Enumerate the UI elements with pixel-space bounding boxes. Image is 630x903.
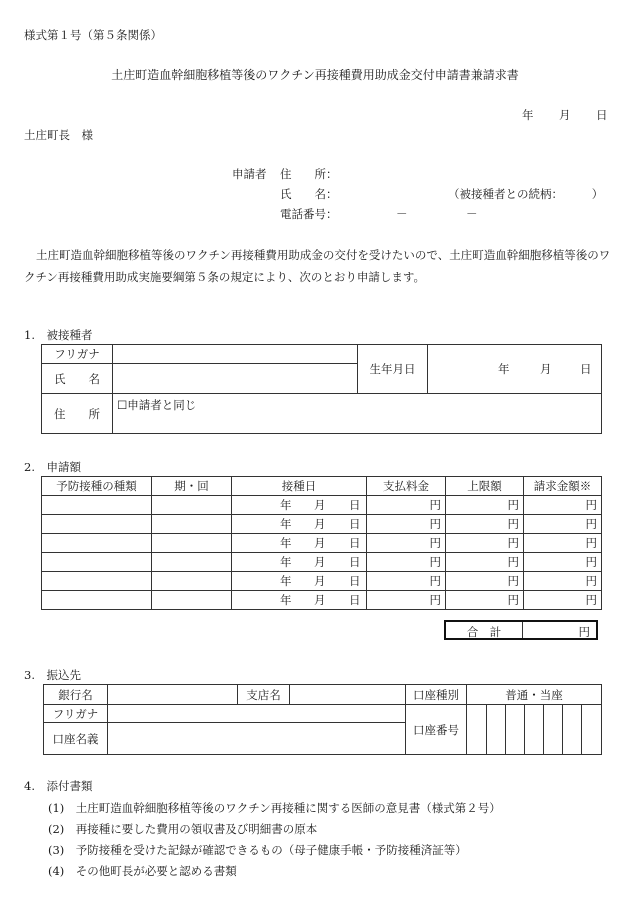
account-holder-field[interactable] [108, 723, 406, 755]
row-year: 年 [280, 536, 292, 550]
addressee: 土庄町長 様 [24, 128, 93, 142]
vaccine-type-cell[interactable] [42, 534, 152, 553]
form-number: 様式第１号（第５条関係） [24, 28, 162, 42]
header-request: 請求金額※ [524, 477, 602, 496]
bank-furigana-label: フリガナ [44, 705, 108, 723]
header-date: 接種日 [232, 477, 367, 496]
date-year: 年 [522, 108, 534, 122]
period-cell[interactable] [152, 515, 232, 534]
period-cell[interactable] [152, 534, 232, 553]
row-year: 年 [280, 517, 292, 531]
date-cell[interactable] [232, 553, 367, 572]
period-cell[interactable] [152, 496, 232, 515]
recipient-table [41, 344, 602, 434]
recipient-address-field[interactable] [113, 394, 602, 434]
attachment-item: (1) 土庄町造血幹細胞移植等後のワクチン再接種に関する医師の意見書（様式第２号） [48, 801, 501, 815]
relation-label: （被接種者との続柄： ） [448, 187, 604, 201]
account-digit[interactable] [487, 705, 506, 755]
recipient-name-field[interactable] [113, 364, 358, 394]
document-title: 土庄町造血幹細胞移植等後のワクチン再接種費用助成金交付申請書兼請求書 [111, 68, 519, 82]
amount-row [42, 572, 602, 591]
account-holder-label: 口座名義 [44, 723, 108, 755]
limit-cell[interactable]: 円 [446, 572, 524, 591]
applicant-address-label: 住 所： [280, 167, 338, 181]
header-vaccine-type: 予防接種の種類 [42, 477, 152, 496]
birthdate-label: 生年月日 [358, 345, 428, 394]
request-cell[interactable]: 円 [524, 534, 602, 553]
section2-title: 2. 申請額 [24, 460, 81, 474]
same-as-applicant-checkbox[interactable]: ☐申請者と同じ [117, 398, 197, 412]
date-cell[interactable] [232, 572, 367, 591]
row-day: 日 [349, 593, 361, 607]
section3-title: 3. 振込先 [24, 668, 81, 682]
amount-row [42, 553, 602, 572]
amount-row [42, 496, 602, 515]
section1-title: 1. 被接種者 [24, 328, 93, 342]
bank-name-label: 銀行名 [44, 685, 108, 705]
date-day: 日 [596, 108, 608, 122]
request-cell[interactable]: 円 [524, 591, 602, 610]
vaccine-type-cell[interactable] [42, 572, 152, 591]
birth-month: 月 [540, 362, 552, 376]
recipient-furigana-field[interactable] [113, 345, 358, 364]
account-type-label: 口座種別 [406, 685, 467, 705]
account-digit[interactable] [525, 705, 544, 755]
period-cell[interactable] [152, 591, 232, 610]
bank-table [43, 684, 602, 755]
account-digit[interactable] [506, 705, 525, 755]
request-cell[interactable]: 円 [524, 553, 602, 572]
phone-dash: － [466, 207, 478, 221]
amount-table [41, 476, 602, 610]
amount-row [42, 591, 602, 610]
paid-cell[interactable]: 円 [367, 553, 446, 572]
branch-name-field[interactable] [290, 685, 406, 705]
row-year: 年 [280, 555, 292, 569]
row-month: 月 [314, 593, 326, 607]
limit-cell[interactable]: 円 [446, 591, 524, 610]
header-limit: 上限額 [446, 477, 524, 496]
amount-row [42, 515, 602, 534]
amount-row [42, 534, 602, 553]
paid-cell[interactable]: 円 [367, 572, 446, 591]
total-yen[interactable]: 円 [578, 625, 590, 639]
row-day: 日 [349, 574, 361, 588]
row-day: 日 [349, 498, 361, 512]
date-cell[interactable] [232, 496, 367, 515]
paid-cell[interactable]: 円 [367, 591, 446, 610]
header-paid: 支払料金 [367, 477, 446, 496]
account-digit[interactable] [582, 705, 602, 755]
row-year: 年 [280, 498, 292, 512]
applicant-name-label: 氏 名： [280, 187, 338, 201]
period-cell[interactable] [152, 572, 232, 591]
row-day: 日 [349, 536, 361, 550]
birthdate-field[interactable] [428, 345, 602, 394]
date-cell[interactable] [232, 515, 367, 534]
birth-day: 日 [580, 362, 592, 376]
branch-name-label: 支店名 [238, 685, 290, 705]
attachment-item: (4) その他町長が必要と認める書類 [48, 864, 237, 878]
furigana-label: フリガナ [42, 345, 113, 364]
limit-cell[interactable]: 円 [446, 553, 524, 572]
bank-furigana-field[interactable] [108, 705, 406, 723]
vaccine-type-cell[interactable] [42, 553, 152, 572]
paid-cell[interactable]: 円 [367, 534, 446, 553]
paid-cell[interactable]: 円 [367, 496, 446, 515]
account-digit[interactable] [544, 705, 563, 755]
total-row [444, 620, 598, 640]
row-month: 月 [314, 555, 326, 569]
row-month: 月 [314, 574, 326, 588]
date-month: 月 [559, 108, 571, 122]
address-label: 住 所 [42, 394, 113, 434]
phone-dash: － [396, 207, 408, 221]
vaccine-type-cell[interactable] [42, 496, 152, 515]
section4-title: 4. 添付書類 [24, 779, 93, 793]
account-number-label: 口座番号 [406, 705, 467, 755]
row-year: 年 [280, 574, 292, 588]
request-statement: 土庄町造血幹細胞移植等後のワクチン再接種費用助成金の交付を受けたいので、土庄町造血幹細胞移植等後のワクチン再接種費用助成実施要綱第５条の規定により、次のとおり申請します。 [24, 248, 611, 284]
vaccine-type-cell[interactable] [42, 591, 152, 610]
birth-year: 年 [498, 362, 510, 376]
row-month: 月 [314, 536, 326, 550]
request-cell[interactable]: 円 [524, 515, 602, 534]
bank-name-field[interactable] [108, 685, 238, 705]
limit-cell[interactable]: 円 [446, 515, 524, 534]
limit-cell[interactable]: 円 [446, 534, 524, 553]
total-label: 合 計 [466, 625, 502, 639]
request-cell[interactable]: 円 [524, 572, 602, 591]
applicant-label: 申請者 [232, 167, 267, 181]
row-day: 日 [349, 555, 361, 569]
account-digit[interactable] [563, 705, 582, 755]
row-month: 月 [314, 517, 326, 531]
applicant-phone-label: 電話番号： [280, 207, 338, 221]
attachment-item: (2) 再接種に要した費用の領収書及び明細書の原本 [48, 822, 318, 836]
header-period: 期・回 [152, 477, 232, 496]
row-year: 年 [280, 593, 292, 607]
paid-cell[interactable]: 円 [367, 515, 446, 534]
request-cell[interactable]: 円 [524, 496, 602, 515]
account-type-value[interactable]: 普通・当座 [467, 685, 602, 705]
limit-cell[interactable]: 円 [446, 496, 524, 515]
row-month: 月 [314, 498, 326, 512]
vaccine-type-cell[interactable] [42, 515, 152, 534]
name-label: 氏 名 [42, 364, 113, 394]
attachment-item: (3) 予防接種を受けた記録が確認できるもの（母子健康手帳・予防接種済証等） [48, 843, 467, 857]
row-day: 日 [349, 517, 361, 531]
period-cell[interactable] [152, 553, 232, 572]
date-cell[interactable] [232, 534, 367, 553]
account-digit[interactable] [467, 705, 487, 755]
date-cell[interactable] [232, 591, 367, 610]
